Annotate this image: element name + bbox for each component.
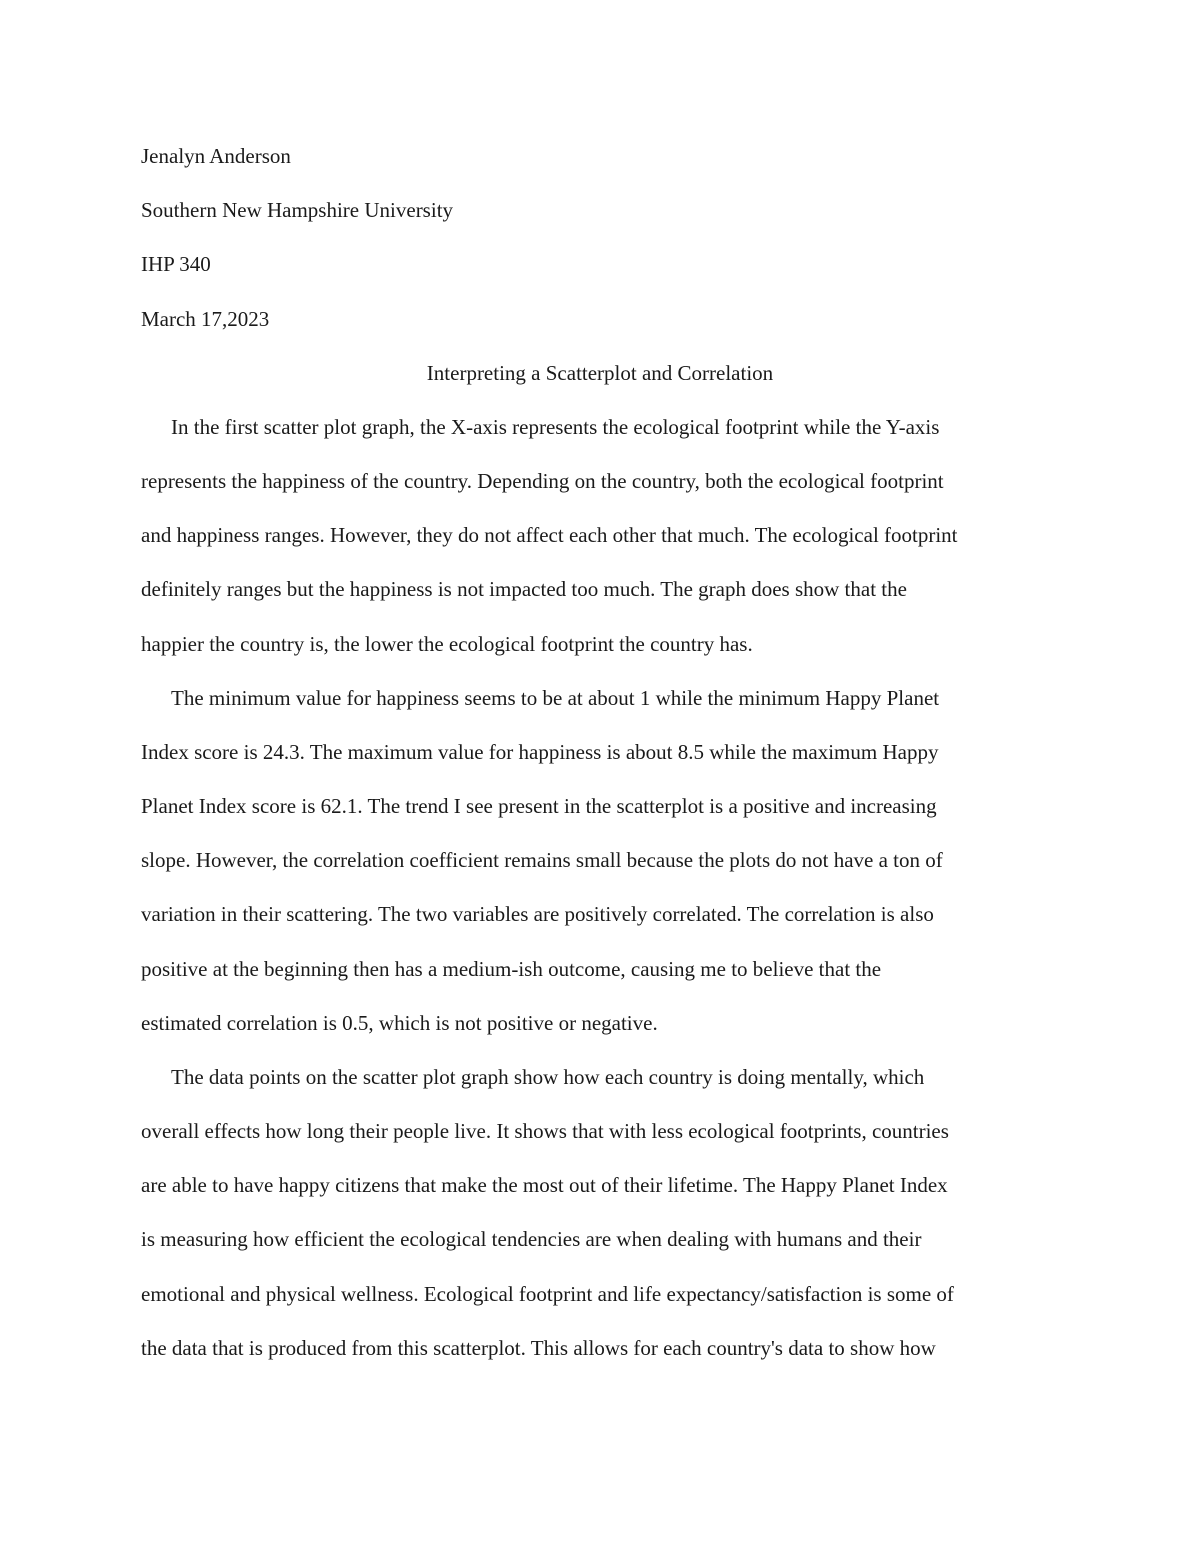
paragraph-line: In the first scatter plot graph, the X-axis represents the ecological footprint while the Y-axis (171, 415, 940, 439)
paragraph-line: overall effects how long their people live. It shows that with less ecological footprints, countries (141, 1119, 949, 1143)
paragraph-line: are able to have happy citizens that make the most out of their lifetime. The Happy Planet Index (141, 1173, 948, 1197)
author-name: Jenalyn Anderson (141, 144, 291, 168)
paragraph-line: represents the happiness of the country. Depending on the country, both the ecological footprint (141, 469, 944, 493)
paragraph-line: the data that is produced from this scatterplot. This allows for each country's data to show how (141, 1336, 936, 1360)
paragraph-line: positive at the beginning then has a medium-ish outcome, causing me to believe that the (141, 957, 882, 981)
document-title: Interpreting a Scatterplot and Correlation (426, 361, 774, 385)
paragraph-line: happier the country is, the lower the ecological footprint the country has. (141, 632, 753, 656)
document-date: March 17,2023 (141, 307, 270, 331)
course-code: IHP 340 (141, 252, 211, 276)
paragraph-line: Planet Index score is 62.1. The trend I see present in the scatterplot is a positive and increasing (141, 794, 937, 818)
paragraph-line: Index score is 24.3. The maximum value for happiness is about 8.5 while the maximum Happy (141, 740, 939, 764)
paragraph-line: slope. However, the correlation coefficient remains small because the plots do not have a ton of (141, 848, 943, 872)
paragraph-line: The minimum value for happiness seems to be at about 1 while the minimum Happy Planet (171, 686, 940, 710)
paragraph-line: definitely ranges but the happiness is not impacted too much. The graph does show that the (141, 577, 907, 601)
paragraph-line: The data points on the scatter plot graph show how each country is doing mentally, which (171, 1065, 925, 1089)
paragraph-line: is measuring how efficient the ecological tendencies are when dealing with humans and their (141, 1227, 922, 1251)
paragraph-line: estimated correlation is 0.5, which is not positive or negative. (141, 1011, 658, 1035)
paragraph-line: variation in their scattering. The two variables are positively correlated. The correlation is also (141, 902, 934, 926)
paragraph-line: and happiness ranges. However, they do not affect each other that much. The ecological footprint (141, 523, 958, 547)
institution-name: Southern New Hampshire University (141, 198, 454, 222)
paragraph-line: emotional and physical wellness. Ecological footprint and life expectancy/satisfaction is some of (141, 1282, 954, 1306)
